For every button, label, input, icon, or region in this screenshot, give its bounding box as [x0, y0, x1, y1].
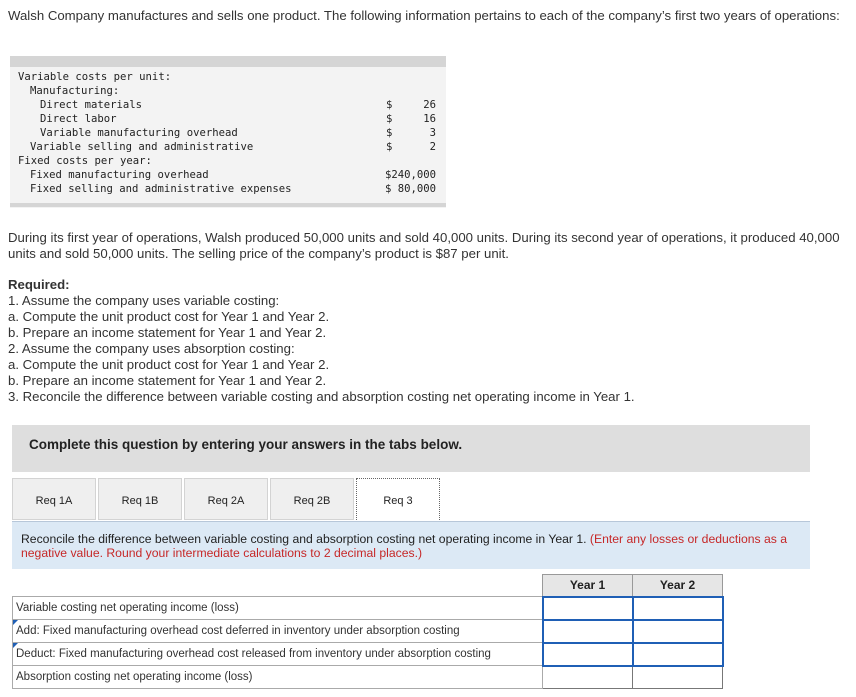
row-dollar: $ [386, 99, 393, 111]
year2-add-deferred-field[interactable] [634, 621, 722, 642]
row-dollar: $ [386, 127, 393, 139]
required-line: 1. Assume the company uses variable costing: [8, 293, 280, 308]
year1-input[interactable] [543, 597, 633, 620]
year1-absorption-noi-field[interactable] [543, 667, 632, 689]
row-label: Fixed manufacturing overhead [30, 169, 209, 181]
table-row [13, 620, 723, 643]
instruction-main: Reconcile the difference between variable costing and absorption costing net operating income in Year 1. [21, 532, 587, 546]
row-value: $240,000 [384, 169, 436, 181]
row-label-add-deferred[interactable] [13, 620, 543, 643]
tab-req-2a[interactable]: Req 2A [184, 478, 268, 520]
row-dollar: $ [386, 113, 393, 125]
required-line: b. Prepare an income statement for Year 1 and Year 2. [8, 373, 327, 388]
required-line: b. Prepare an income statement for Year 1 and Year 2. [8, 325, 327, 340]
year1-deduct-released-field[interactable] [544, 644, 632, 665]
table-row [13, 643, 723, 666]
year1-add-deferred-field[interactable] [544, 621, 632, 642]
row-label: Variable manufacturing overhead [40, 127, 238, 139]
table-row [13, 597, 723, 620]
year2-input[interactable] [633, 666, 723, 689]
year2-input[interactable] [633, 643, 723, 666]
complete-banner-text: Complete this question by entering your answers in the tabs below. [29, 437, 463, 452]
year1-variable-noi-field[interactable] [544, 598, 632, 619]
required-line: 3. Reconcile the difference between variable costing and absorption costing net operating income in Year 1. [8, 389, 635, 404]
year1-input[interactable] [543, 620, 633, 643]
table-row [13, 666, 723, 689]
required-section [8, 277, 635, 405]
year2-variable-noi-field[interactable] [634, 598, 722, 619]
row-label-variable-noi [13, 597, 543, 620]
row-label: Variable costs per unit: [18, 71, 172, 83]
instruction-panel [12, 521, 810, 569]
table-header-bar [10, 56, 446, 67]
row-label-text: Variable costing net operating income (loss) [16, 602, 239, 614]
year2-absorption-noi-field[interactable] [633, 667, 722, 689]
col-header-year1: Year 1 [543, 575, 633, 597]
required-line: 2. Assume the company uses absorption costing: [8, 341, 295, 356]
row-value: 16 [423, 113, 436, 125]
row-label-text: Absorption costing net operating income (loss) [16, 671, 253, 683]
dropdown-marker-icon [13, 620, 18, 625]
year1-input[interactable] [543, 643, 633, 666]
row-label: Direct materials [40, 99, 143, 111]
row-label: Fixed costs per year: [18, 155, 152, 167]
row-label: Manufacturing: [30, 85, 120, 97]
table-footer-bar [10, 203, 446, 207]
tab-req-1a[interactable]: Req 1A [12, 478, 96, 520]
intro-text: Walsh Company manufactures and sells one product. The following information pertains to each of the company’s first two years of operations: [8, 8, 840, 23]
dropdown-marker-icon [13, 643, 18, 648]
row-label-absorption-noi [13, 666, 543, 689]
row-value: 2 [429, 141, 436, 153]
cost-data-table [10, 56, 446, 208]
row-dollar: $ [386, 141, 393, 153]
year2-input[interactable] [633, 597, 723, 620]
tab-req-3[interactable]: Req 3 [356, 478, 440, 522]
required-line: a. Compute the unit product cost for Year 1 and Year 2. [8, 309, 330, 324]
table-corner [13, 575, 543, 597]
scenario-paragraph: During its first year of operations, Walsh produced 50,000 units and sold 40,000 units. During its second year of operations, it produced 40,000 units and sold 50,000 units. The selling price of the company’s product is $87 per unit. [8, 230, 840, 261]
tab-req-2b[interactable]: Req 2B [270, 478, 354, 520]
row-value: 26 [423, 99, 436, 111]
row-label: Variable selling and administrative [30, 141, 254, 153]
year2-input[interactable] [633, 620, 723, 643]
tab-req-1b[interactable]: Req 1B [98, 478, 182, 520]
required-line: a. Compute the unit product cost for Year 1 and Year 2. [8, 357, 330, 372]
required-heading: Required: [8, 277, 70, 292]
row-label: Direct labor [40, 113, 117, 125]
row-value: 3 [429, 127, 436, 139]
row-value: $ 80,000 [384, 183, 436, 195]
instruction-text [21, 532, 801, 560]
year2-deduct-released-field[interactable] [634, 644, 722, 665]
row-label-text: Deduct: Fixed manufacturing overhead cost released from inventory under absorption costing [16, 648, 491, 660]
row-label-deduct-released[interactable] [13, 643, 543, 666]
instruction-hint: (Enter any losses or deductions as a negative value. Round your intermediate calculations to 2 decimal places.) [21, 532, 788, 560]
reconciliation-table [12, 574, 724, 689]
year1-input[interactable] [543, 666, 633, 689]
col-header-year2: Year 2 [633, 575, 723, 597]
row-label-text: Add: Fixed manufacturing overhead cost deferred in inventory under absorption costing [16, 625, 460, 637]
row-label: Fixed selling and administrative expenses [30, 183, 292, 195]
complete-banner [12, 425, 810, 472]
